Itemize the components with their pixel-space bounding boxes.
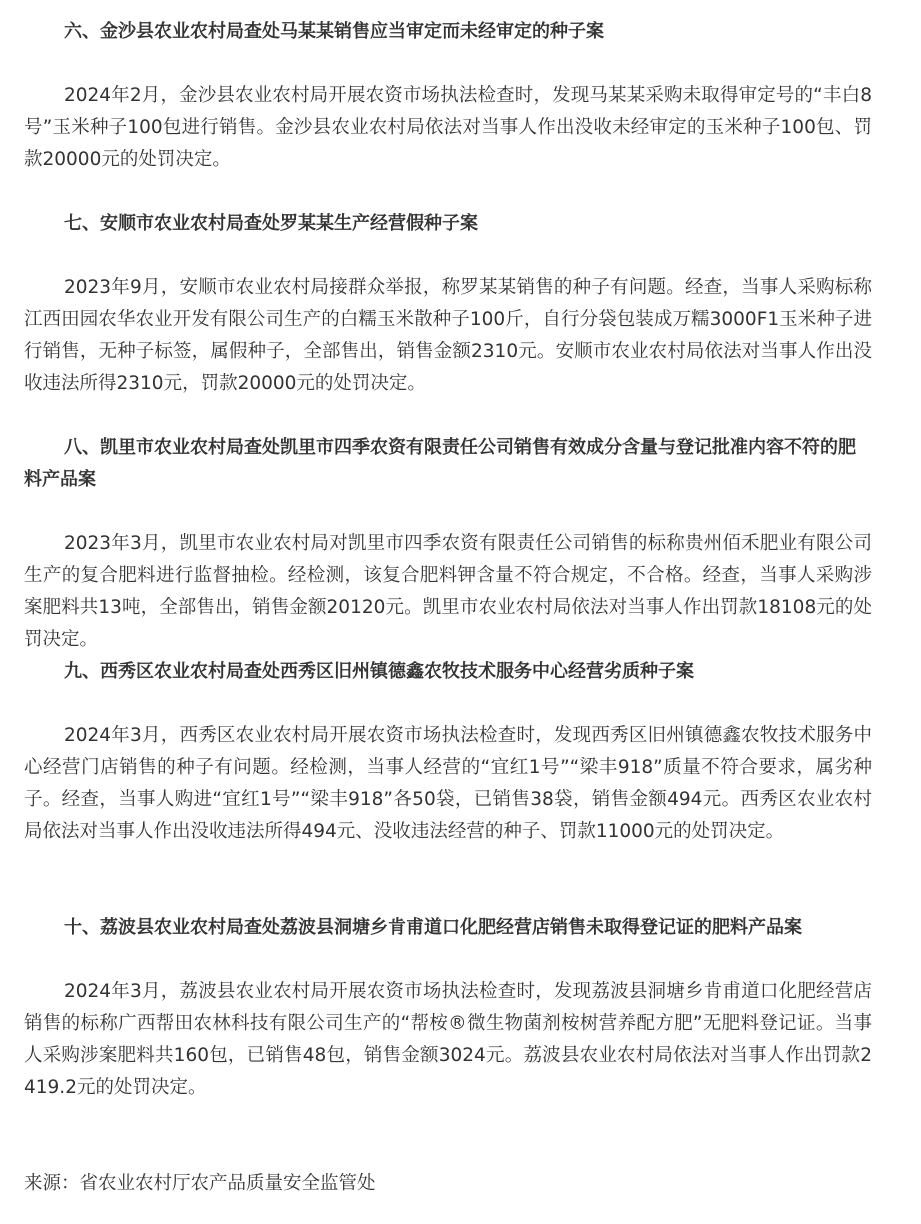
- case-section-10: [24, 912, 872, 1104]
- case-heading: 九、西秀区农业农村局查处西秀区旧州镇德鑫农牧技术服务中心经营劣质种子案: [64, 661, 694, 682]
- case-paragraph: 2023年3月，凯里市农业农村局对凯里市四季农资有限责任公司销售的标称贵州佰禾肥业有限公司生产的复合肥料进行监督抽检。经检测，该复合肥料钾含量不符合规定，不合格。经查，当事人采购涉案肥料共13吨，全部售出，销售金额20120元。凯里市农业农村局依法对当事人作出罚款18108元的处罚决定。: [24, 533, 872, 650]
- case-paragraph: 2024年3月，西秀区农业农村局开展农资市场执法检查时，发现西秀区旧州镇德鑫农牧技术服务中心经营门店销售的种子有问题。经检测，当事人经营的“宜红1号”“梁丰918”质量不符合要求，属劣种子。经查，当事人购进“宜红1号”“梁丰918”各50袋，已销售38袋，销售金额494元。西秀区农业农村局依法对当事人作出没收违法所得494元、没收违法经营的种子、罚款11000元的处罚决定。: [24, 725, 872, 842]
- case-section-9: [24, 656, 872, 848]
- case-paragraph: 2024年2月，金沙县农业农村局开展农资市场执法检查时，发现马某某采购未取得审定号的“丰白8号”玉米种子100包进行销售。金沙县农业农村局依法对当事人作出没收未经审定的玉米种子100包、罚款20000元的处罚决定。: [24, 85, 872, 170]
- case-section-7: [24, 208, 872, 400]
- source-note: 来源：省农业农村厅农产品质量安全监管处: [24, 1173, 376, 1194]
- case-paragraph: 2023年9月，安顺市农业农村局接群众举报，称罗某某销售的种子有问题。经查，当事人采购标称江西田园农华农业开发有限公司生产的白糯玉米散种子100斤，自行分袋包装成万糯3000F1玉米种子进行销售，无种子标签，属假种子，全部售出，销售金额2310元。安顺市农业农村局依法对当事人作出没收违法所得2310元，罚款20000元的处罚决定。: [24, 277, 872, 394]
- case-heading: 十、荔波县农业农村局查处荔波县洞塘乡肯甫道口化肥经营店销售未取得登记证的肥料产品案: [64, 917, 802, 938]
- case-section-6: [24, 16, 872, 176]
- case-section-8: [24, 432, 872, 656]
- case-heading: 七、安顺市农业农村局查处罗某某生产经营假种子案: [64, 213, 478, 234]
- case-heading: 八、凯里市农业农村局查处凯里市四季农资有限责任公司销售有效成分含量与登记批准内容不符的肥料产品案: [24, 437, 856, 490]
- case-heading: 六、金沙县农业农村局查处马某某销售应当审定而未经审定的种子案: [64, 21, 604, 42]
- case-paragraph: 2024年3月，荔波县农业农村局开展农资市场执法检查时，发现荔波县洞塘乡肯甫道口化肥经营店销售的标称广西帮田农林科技有限公司生产的“帮桉®微生物菌剂桉树营养配方肥”无肥料登记证。当事人采购涉案肥料共160包，已销售48包，销售金额3024元。荔波县农业农村局依法对当事人作出罚款2419.2元的处罚决定。: [24, 981, 872, 1098]
